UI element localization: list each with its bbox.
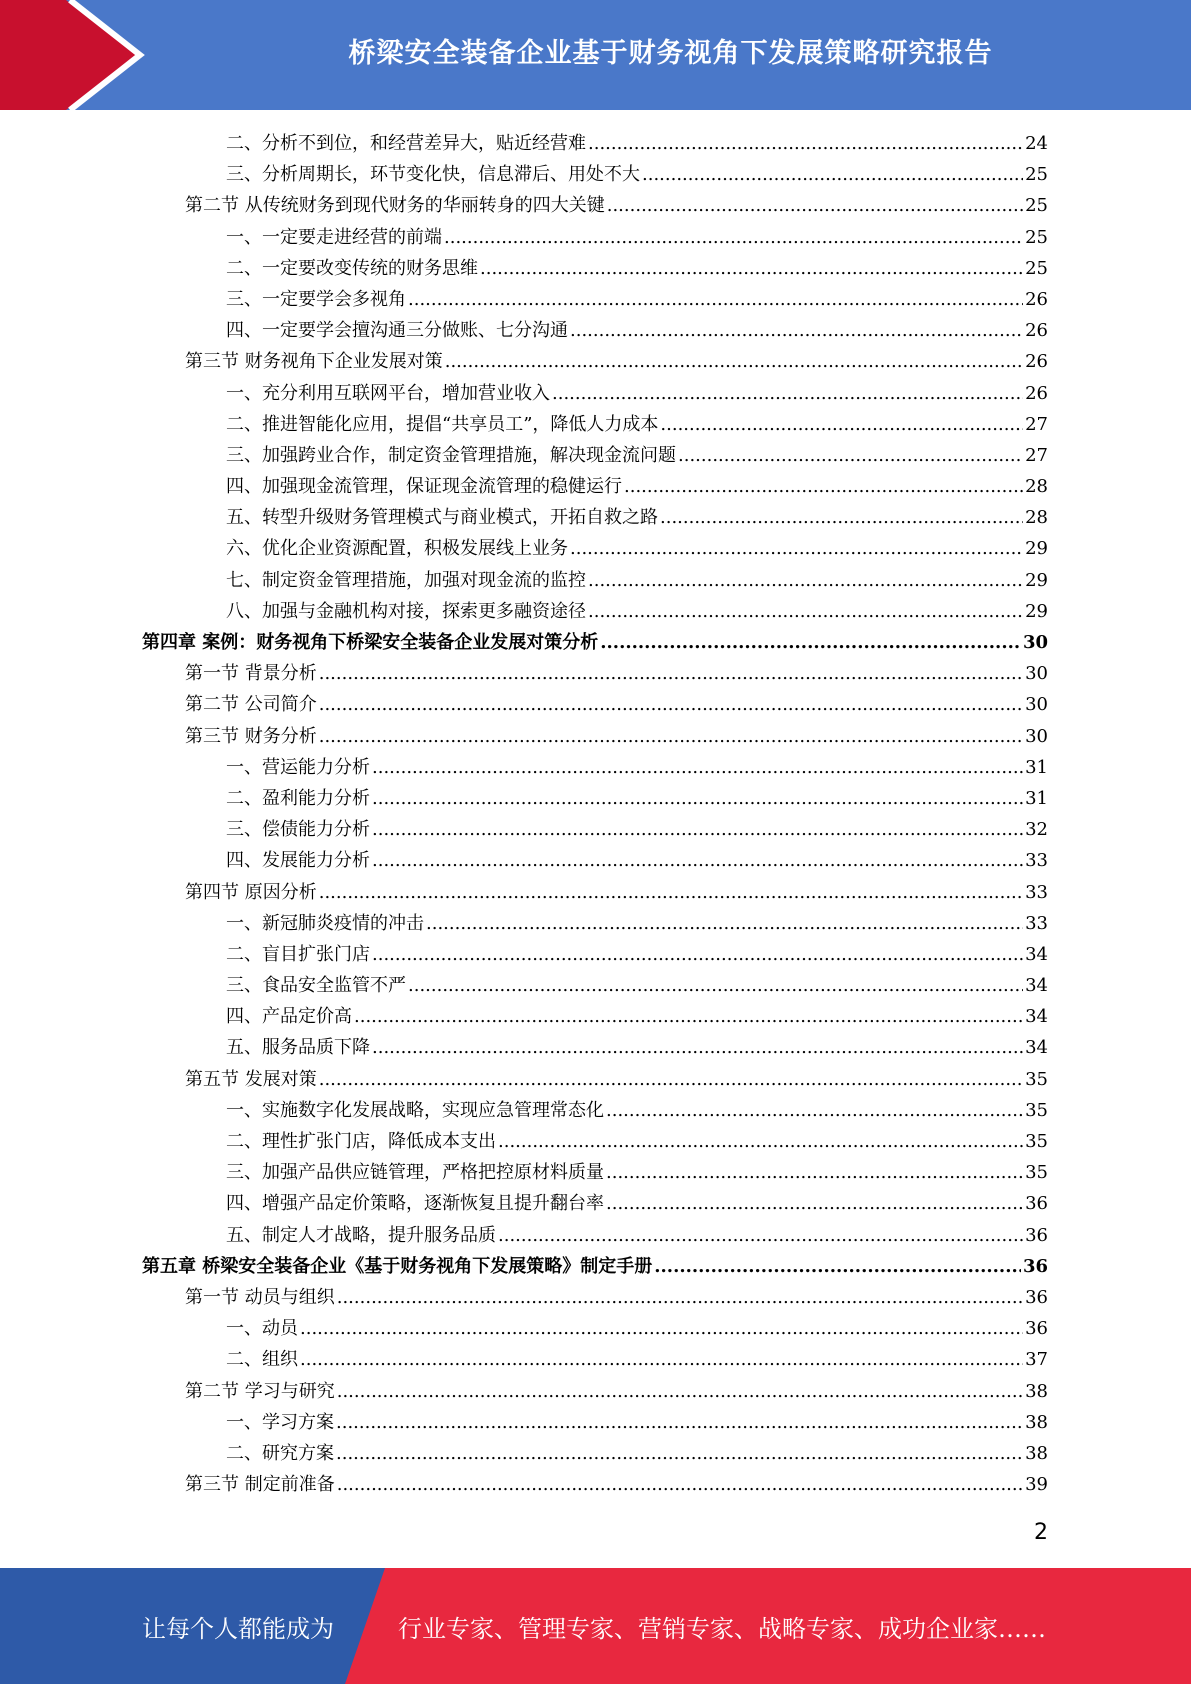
toc-entry-title: 第一节 背景分析 <box>185 663 317 685</box>
toc-entry[interactable] <box>142 1376 1048 1407</box>
toc-entry-page: 34 <box>1025 1037 1048 1059</box>
toc-entry-page: 25 <box>1025 257 1048 279</box>
toc-entry[interactable] <box>142 440 1048 471</box>
toc-dot-leader <box>606 1188 1023 1219</box>
toc-dot-leader <box>337 1282 1023 1313</box>
toc-entry-title: 四、一定要学会擅沟通三分做账、七分沟通 <box>226 320 568 342</box>
toc-entry[interactable] <box>142 1001 1048 1032</box>
toc-entry-title: 一、实施数字化发展战略，实现应急管理常态化 <box>226 1099 604 1121</box>
toc-dot-leader <box>624 471 1023 502</box>
toc-entry[interactable] <box>142 471 1048 502</box>
toc-entry[interactable] <box>142 658 1048 689</box>
toc-entry-page: 35 <box>1025 1099 1048 1121</box>
toc-entry-page: 36 <box>1025 1224 1048 1246</box>
toc-entry[interactable] <box>142 1313 1048 1344</box>
toc-entry[interactable] <box>142 1407 1048 1438</box>
toc-entry-title: 一、营运能力分析 <box>226 756 370 778</box>
toc-entry[interactable] <box>142 346 1048 377</box>
toc-entry-title: 三、偿债能力分析 <box>226 819 370 841</box>
toc-entry-title: 一、新冠肺炎疫情的冲击 <box>226 912 424 934</box>
toc-entry-title: 二、研究方案 <box>226 1442 334 1464</box>
toc-entry[interactable] <box>142 1126 1048 1157</box>
toc-dot-leader <box>408 284 1023 315</box>
toc-entry-title: 一、学习方案 <box>226 1411 334 1433</box>
toc-entry[interactable] <box>142 378 1048 409</box>
toc-entry-page: 39 <box>1025 1474 1048 1496</box>
toc-dot-leader <box>606 1095 1023 1126</box>
toc-entry-title: 二、盲目扩张门店 <box>226 943 370 965</box>
toc-dot-leader <box>445 346 1023 377</box>
toc-dot-leader <box>480 253 1023 284</box>
toc-entry-title: 四、发展能力分析 <box>226 850 370 872</box>
toc-entry-title: 第五章 桥梁安全装备企业《基于财务视角下发展策略》制定手册 <box>142 1255 653 1277</box>
toc-entry[interactable] <box>142 939 1048 970</box>
toc-entry[interactable] <box>142 1220 1048 1251</box>
toc-entry-page: 27 <box>1025 413 1048 435</box>
toc-entry-title: 一、动员 <box>226 1318 298 1340</box>
toc-dot-leader <box>319 658 1023 689</box>
toc-entry-page: 24 <box>1025 133 1048 154</box>
toc-dot-leader <box>300 1344 1023 1375</box>
toc-entry[interactable] <box>142 315 1048 346</box>
toc-entry-page: 25 <box>1025 164 1048 186</box>
toc-entry[interactable] <box>142 253 1048 284</box>
toc-entry[interactable] <box>142 1095 1048 1126</box>
toc-entry-page: 35 <box>1025 1162 1048 1184</box>
toc-entry-page: 34 <box>1025 975 1048 997</box>
toc-entry[interactable] <box>142 1251 1048 1282</box>
toc-entry-page: 25 <box>1025 226 1048 248</box>
toc-entry[interactable] <box>142 783 1048 814</box>
toc-dot-leader <box>319 877 1023 908</box>
toc-dot-leader <box>678 440 1023 471</box>
toc-entry[interactable] <box>142 1344 1048 1375</box>
toc-entry-page: 29 <box>1025 569 1048 591</box>
toc-dot-leader <box>498 1220 1023 1251</box>
table-of-contents <box>142 128 1048 1500</box>
toc-entry-page: 30 <box>1025 725 1048 747</box>
toc-entry-page: 29 <box>1025 538 1048 560</box>
toc-entry-title: 三、加强跨业合作，制定资金管理措施，解决现金流问题 <box>226 444 676 466</box>
toc-entry[interactable] <box>142 752 1048 783</box>
toc-entry[interactable] <box>142 721 1048 752</box>
toc-dot-leader <box>336 1407 1023 1438</box>
toc-entry-title: 二、理性扩张门店，降低成本支出 <box>226 1131 496 1152</box>
toc-dot-leader <box>372 752 1023 783</box>
toc-dot-leader <box>660 502 1023 533</box>
toc-dot-leader <box>588 128 1023 159</box>
toc-entry-title: 第三节 财务视角下企业发展对策 <box>185 351 443 373</box>
toc-dot-leader <box>354 1001 1023 1032</box>
toc-entry-page: 32 <box>1025 819 1048 841</box>
page-number: 2 <box>1034 1520 1048 1545</box>
toc-entry-page: 36 <box>1022 1255 1048 1277</box>
toc-entry-title: 第三节 财务分析 <box>185 725 317 747</box>
toc-entry-title: 第五节 发展对策 <box>185 1068 317 1090</box>
footer-slogan-left: 让每个人都能成为 <box>142 1614 334 1643</box>
toc-dot-leader <box>319 1064 1023 1095</box>
toc-entry[interactable] <box>142 1157 1048 1188</box>
toc-entry-title: 第二节 从传统财务到现代财务的华丽转身的四大关键 <box>185 195 605 217</box>
toc-entry-title: 一、一定要走进经营的前端 <box>226 226 442 248</box>
toc-dot-leader <box>660 409 1023 440</box>
toc-entry-title: 四、加强现金流管理，保证现金流管理的稳健运行 <box>226 476 622 498</box>
toc-entry[interactable] <box>142 908 1048 939</box>
toc-entry-page: 37 <box>1025 1349 1048 1371</box>
toc-entry-title: 第四节 原因分析 <box>185 881 317 903</box>
toc-entry-title: 第二节 公司简介 <box>185 694 317 716</box>
toc-entry[interactable] <box>142 159 1048 190</box>
toc-entry[interactable] <box>142 1064 1048 1095</box>
toc-dot-leader <box>426 908 1023 939</box>
toc-entry[interactable] <box>142 284 1048 315</box>
toc-entry-title: 五、服务品质下降 <box>226 1037 370 1059</box>
toc-dot-leader <box>319 689 1023 720</box>
toc-entry-title: 五、制定人才战略，提升服务品质 <box>226 1224 496 1246</box>
toc-entry[interactable] <box>142 1469 1048 1500</box>
toc-entry[interactable] <box>142 814 1048 845</box>
toc-entry-title: 三、分析周期长，环节变化快，信息滞后、用处不大 <box>226 164 640 186</box>
toc-dot-leader <box>600 627 1021 658</box>
toc-dot-leader <box>336 1438 1023 1469</box>
toc-entry-page: 38 <box>1025 1380 1048 1402</box>
toc-dot-leader <box>606 1157 1023 1188</box>
toc-entry-title: 八、加强与金融机构对接，探索更多融资途径 <box>226 600 586 622</box>
toc-entry[interactable] <box>142 970 1048 1001</box>
toc-entry-title: 第二节 学习与研究 <box>185 1380 335 1402</box>
toc-entry-title: 二、推进智能化应用，提倡“共享员工”，降低人力成本 <box>226 413 659 435</box>
toc-entry[interactable] <box>142 689 1048 720</box>
toc-entry-page: 38 <box>1025 1442 1048 1464</box>
toc-entry-title: 四、产品定价高 <box>226 1006 352 1028</box>
toc-dot-leader <box>300 1313 1023 1344</box>
toc-entry[interactable] <box>142 565 1048 596</box>
toc-dot-leader <box>372 783 1023 814</box>
toc-entry[interactable] <box>142 1188 1048 1219</box>
toc-dot-leader <box>588 596 1023 627</box>
toc-entry-title: 二、一定要改变传统的财务思维 <box>226 257 478 279</box>
toc-entry-title: 五、转型升级财务管理模式与商业模式，开拓自救之路 <box>226 507 658 529</box>
toc-entry-page: 34 <box>1025 943 1048 965</box>
toc-entry-title: 第三节 制定前准备 <box>185 1474 335 1496</box>
page-header <box>0 0 1191 110</box>
toc-entry-title: 六、优化企业资源配置，积极发展线上业务 <box>226 538 568 560</box>
toc-entry-page: 31 <box>1025 787 1048 809</box>
toc-dot-leader <box>372 814 1023 845</box>
toc-dot-leader <box>408 970 1023 1001</box>
toc-entry-page: 30 <box>1022 632 1048 653</box>
toc-entry[interactable] <box>142 533 1048 564</box>
toc-entry-page: 31 <box>1025 756 1048 778</box>
toc-entry-page: 28 <box>1025 507 1048 529</box>
toc-entry[interactable] <box>142 1438 1048 1469</box>
toc-entry[interactable] <box>142 409 1048 440</box>
toc-entry[interactable] <box>142 1032 1048 1063</box>
toc-entry-title: 一、充分利用互联网平台，增加营业收入 <box>226 382 550 404</box>
toc-dot-leader <box>372 845 1023 876</box>
toc-entry-page: 27 <box>1025 444 1048 466</box>
toc-dot-leader <box>444 222 1023 253</box>
toc-entry-page: 35 <box>1025 1068 1048 1090</box>
toc-entry-page: 36 <box>1025 1193 1048 1215</box>
toc-entry-title: 三、一定要学会多视角 <box>226 288 406 310</box>
toc-entry-page: 33 <box>1025 850 1048 872</box>
toc-entry-page: 28 <box>1025 476 1048 498</box>
toc-entry-title: 三、加强产品供应链管理，严格把控原材料质量 <box>226 1162 604 1184</box>
toc-entry-title: 第一节 动员与组织 <box>185 1286 335 1308</box>
toc-entry-title: 四、增强产品定价策略，逐渐恢复且提升翻台率 <box>226 1193 604 1215</box>
toc-entry-title: 第四章 案例：财务视角下桥梁安全装备企业发展对策分析 <box>142 632 599 653</box>
toc-dot-leader <box>570 533 1023 564</box>
toc-entry[interactable] <box>142 190 1048 221</box>
toc-dot-leader <box>552 378 1023 409</box>
toc-entry-title: 二、分析不到位，和经营差异大，贴近经营难 <box>226 133 586 154</box>
header-red-arrow <box>0 0 140 110</box>
toc-entry[interactable] <box>142 627 1048 658</box>
toc-entry-page: 36 <box>1025 1286 1048 1308</box>
toc-entry-page: 38 <box>1025 1411 1048 1433</box>
toc-entry[interactable] <box>142 596 1048 627</box>
toc-dot-leader <box>607 190 1023 221</box>
toc-entry-page: 26 <box>1025 320 1048 342</box>
footer-slogan-right: 行业专家、管理专家、营销专家、战略专家、成功企业家…… <box>398 1614 1046 1643</box>
toc-entry-page: 30 <box>1025 663 1048 685</box>
toc-dot-leader <box>642 159 1023 190</box>
toc-entry-page: 33 <box>1025 912 1048 934</box>
toc-dot-leader <box>319 721 1023 752</box>
toc-entry-page: 33 <box>1025 881 1048 903</box>
toc-entry[interactable] <box>142 502 1048 533</box>
toc-entry-title: 二、盈利能力分析 <box>226 787 370 809</box>
toc-dot-leader <box>337 1376 1023 1407</box>
toc-entry[interactable] <box>142 128 1048 159</box>
toc-dot-leader <box>588 565 1023 596</box>
toc-entry-title: 三、食品安全监管不严 <box>226 975 406 997</box>
toc-entry[interactable] <box>142 222 1048 253</box>
toc-dot-leader <box>570 315 1023 346</box>
toc-entry-page: 34 <box>1025 1006 1048 1028</box>
toc-dot-leader <box>654 1251 1021 1282</box>
toc-entry-page: 36 <box>1025 1318 1048 1340</box>
toc-entry[interactable] <box>142 1282 1048 1313</box>
header-title: 桥梁安全装备企业基于财务视角下发展策略研究报告 <box>348 37 993 69</box>
toc-entry-title: 二、组织 <box>226 1349 298 1371</box>
toc-entry-title: 七、制定资金管理措施，加强对现金流的监控 <box>226 569 586 591</box>
toc-entry-page: 26 <box>1025 351 1048 373</box>
toc-entry-page: 30 <box>1025 694 1048 716</box>
toc-entry-page: 35 <box>1025 1131 1048 1152</box>
toc-entry[interactable] <box>142 845 1048 876</box>
toc-dot-leader <box>337 1469 1023 1500</box>
toc-entry-page: 29 <box>1025 600 1048 622</box>
toc-dot-leader <box>372 939 1023 970</box>
toc-dot-leader <box>372 1032 1023 1063</box>
toc-entry-page: 25 <box>1025 195 1048 217</box>
toc-dot-leader <box>498 1126 1023 1157</box>
page-footer <box>0 1568 1191 1684</box>
toc-entry[interactable] <box>142 877 1048 908</box>
toc-entry-page: 26 <box>1025 288 1048 310</box>
toc-entry-page: 26 <box>1025 382 1048 404</box>
